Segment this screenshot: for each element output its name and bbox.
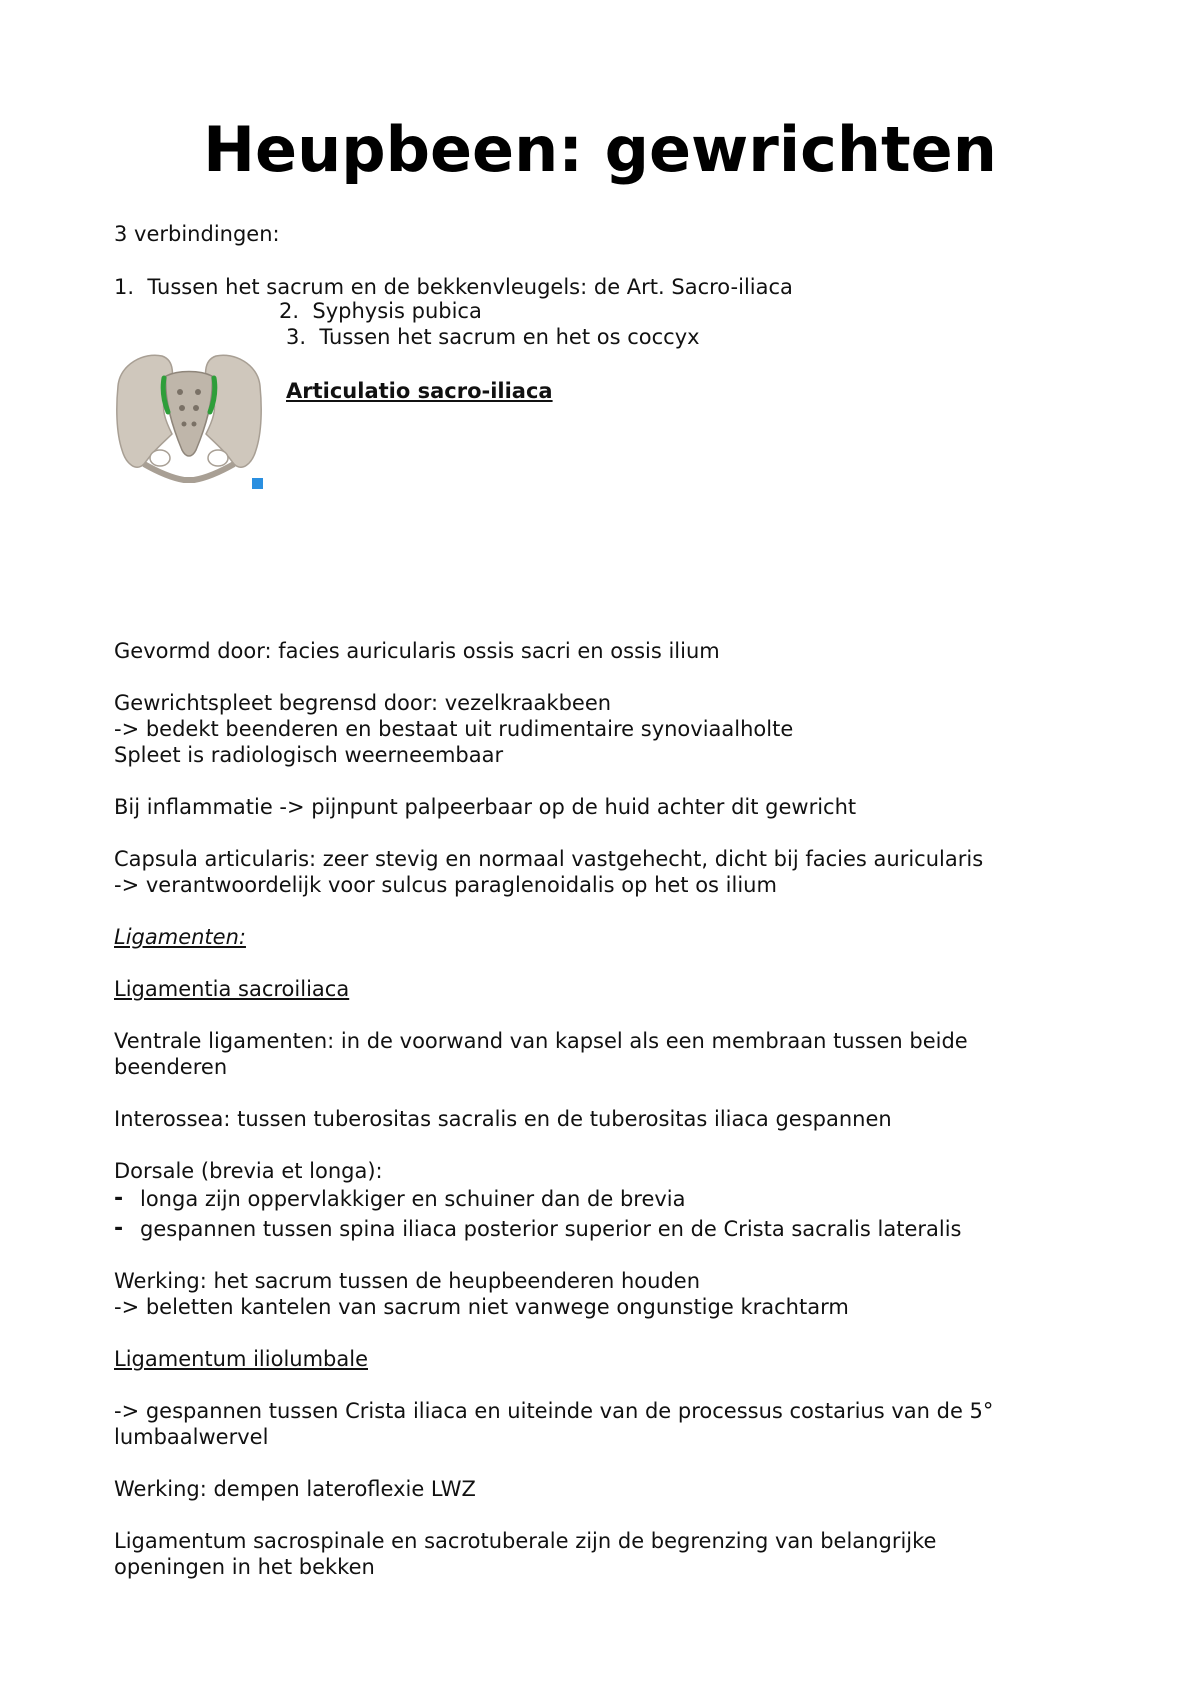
list-number: 1. [114,275,135,299]
page-title: Heupbeen: gewrichten [203,113,997,186]
paragraph: beenderen [114,1055,228,1079]
paragraph: openingen in het bekken [114,1555,375,1579]
paragraph: -> beletten kantelen van sacrum niet vanwege ongunstige krachtarm [114,1295,849,1319]
section-heading: Articulatio sacro-iliaca [286,379,553,403]
paragraph: Werking: dempen lateroflexie LWZ [114,1477,476,1501]
paragraph: Bij inflammatie -> pijnpunt palpeerbaar op de huid achter dit gewricht [114,795,857,819]
paragraph: Dorsale (brevia et longa): [114,1159,383,1183]
paragraph: Capsula articularis: zeer stevig en normaal vastgehecht, dicht bij facies auricularis [114,847,984,871]
list-item [114,274,793,300]
paragraph: Ventrale ligamenten: in de voorwand van kapsel als een membraan tussen beide [114,1029,968,1053]
paragraph: lumbaalwervel [114,1425,269,1449]
paragraph: Werking: het sacrum tussen de heupbeenderen houden [114,1269,701,1293]
intro-text: 3 verbindingen: [114,222,280,246]
subheading-ligamenten: Ligamenten: [114,925,246,949]
paragraph: Interossea: tussen tuberositas sacralis en de tuberositas iliaca gespannen [114,1107,892,1131]
paragraph: -> gespannen tussen Crista iliaca en uiteinde van de processus costarius van de 5° [114,1399,994,1423]
paragraph: -> bedekt beenderen en bestaat uit rudimentaire synoviaalholte [114,717,794,741]
bullet-marker: - [114,1186,124,1211]
list-item-text: Tussen het sacrum en de bekkenvleugels: de Art. Sacro-iliaca [147,275,793,299]
list-item [279,298,482,324]
paragraph: -> verantwoordelijk voor sulcus paraglenoidalis op het os ilium [114,873,777,897]
paragraph: Ligamentum sacrospinale en sacrotuberale zijn de begrenzing van belangrijke [114,1529,937,1553]
bullet-marker: - [114,1216,124,1241]
bullet-item: longa zijn oppervlakkiger en schuiner dan de brevia [140,1187,686,1211]
bullet-item: gespannen tussen spina iliaca posterior superior en de Crista sacralis lateralis [140,1217,962,1241]
list-number: 2. [279,299,300,323]
pelvis-anatomy-image [114,346,264,490]
paragraph: Spleet is radiologisch weerneembaar [114,743,504,767]
paragraph: Gevormd door: facies auricularis ossis sacri en ossis ilium [114,639,720,663]
list-item [286,324,700,350]
list-number: 3. [286,325,307,349]
subheading-ligamentum-iliolumbale: Ligamentum iliolumbale [114,1347,368,1371]
list-item-text: Tussen het sacrum en het os coccyx [319,325,700,349]
paragraph: Gewrichtspleet begrensd door: vezelkraakbeen [114,691,612,715]
list-item-text: Syphysis pubica [312,299,482,323]
subheading-ligamentia-sacroiliaca: Ligamentia sacroiliaca [114,977,350,1001]
